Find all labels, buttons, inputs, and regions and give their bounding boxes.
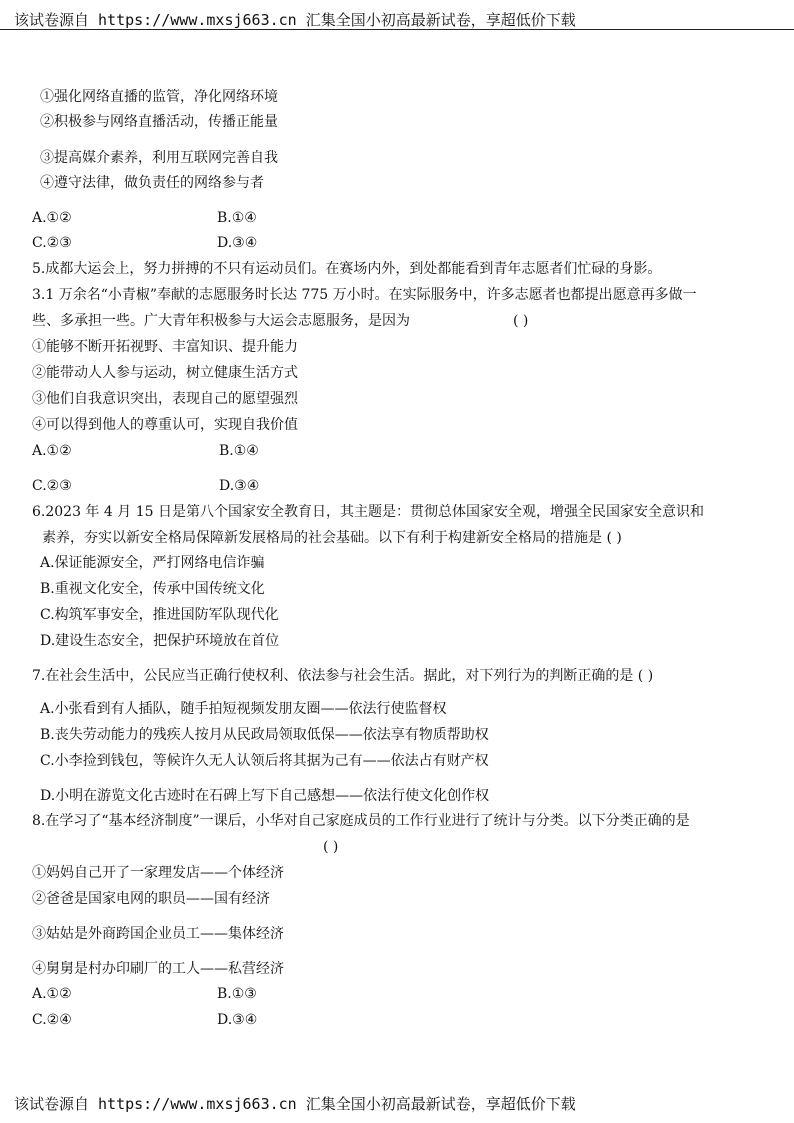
q5-answer-bracket: ( ) (513, 313, 529, 329)
q8-stem: 8.在学习了“基本经济制度”一课后，小华对自己家庭成员的工作行业进行了统计与分类。以下分类正确的是 (32, 813, 690, 829)
q5-option-d: D.③④ (219, 478, 260, 494)
q5-statement-4: ④可以得到他人的尊重认可，实现自我价值 (32, 417, 298, 433)
q8-answer-bracket: ( ) (323, 839, 339, 855)
q6-option-d: D.建设生态安全，把保护环境放在首位 (40, 633, 280, 649)
q4-option-a: A.①② (32, 210, 72, 226)
q4-statement-2: ②积极参与网络直播活动，传播正能量 (40, 114, 278, 130)
q5-statement-1: ①能够不断开拓视野、丰富知识、提升能力 (32, 339, 298, 355)
q5-stem-line-2: 3.1 万余名“小青椒”奉献的志愿服务时长达 775 万小时。在实际服务中，许多志愿者也都提出愿意再多做一 (32, 287, 697, 303)
q4-statement-4: ④遵守法律，做负责任的网络参与者 (40, 175, 264, 191)
q8-option-a: A.①② (32, 986, 72, 1002)
q5-statement-3: ③他们自我意识突出，表现自己的愿望强烈 (32, 391, 298, 407)
q8-option-d: D.③④ (217, 1012, 258, 1028)
header-divider (0, 29, 794, 30)
q8-option-c: C.②④ (32, 1012, 72, 1028)
q6-stem-line-2: 素养，夯实以新安全格局保障新发展格局的社会基础。以下有利于构建新安全格局的措施是 ( ) (42, 530, 622, 546)
q4-option-b: B.①④ (217, 210, 257, 226)
page-footer: 该试卷源自 https://www.mxsj663.cn 汇集全国小初高最新试卷，享超低价下载 (14, 1095, 576, 1113)
q4-option-d: D.③④ (217, 235, 258, 251)
q7-option-a: A.小张看到有人插队，随手拍短视频发朋友圈——依法行使监督权 (40, 701, 447, 717)
q8-statement-1: ①妈妈自己开了一家理发店——个体经济 (32, 865, 284, 881)
q5-statement-2: ②能带动人人参与运动，树立健康生活方式 (32, 365, 298, 381)
page-header: 该试卷源自 https://www.mxsj663.cn 汇集全国小初高最新试卷，享超低价下载 (14, 11, 576, 29)
q6-stem-line-1: 6.2023 年 4 月 15 日是第八个国家安全教育日，其主题是：贯彻总体国家安全观，增强全民国家安全意识和 (32, 504, 704, 520)
q4-statement-3: ③提高媒介素养，利用互联网完善自我 (40, 150, 278, 166)
q7-stem: 7.在社会生活中，公民应当正确行使权利、依法参与社会生活。据此，对下列行为的判断正确的是 ( ) (32, 668, 654, 684)
q4-option-c: C.②③ (32, 235, 72, 251)
q7-option-b: B.丧失劳动能力的残疾人按月从民政局领取低保——依法享有物质帮助权 (40, 727, 489, 743)
q8-statement-3: ③姑姑是外商跨国企业员工——集体经济 (32, 926, 284, 942)
q7-option-c: C.小李捡到钱包，等候许久无人认领后将其据为己有——依法占有财产权 (40, 753, 489, 769)
q6-option-a: A.保证能源安全，严打网络电信诈骗 (40, 555, 265, 571)
q5-stem-line-3: 些、多承担一些。广大青年积极参与大运会志愿服务，是因为 (32, 313, 410, 329)
q8-statement-4: ④舅舅是村办印刷厂的工人——私营经济 (32, 961, 284, 977)
q6-option-b: B.重视文化安全，传承中国传统文化 (40, 581, 265, 597)
q4-statement-1: ①强化网络直播的监管，净化网络环境 (40, 89, 278, 105)
q6-option-c: C.构筑军事安全，推进国防军队现代化 (40, 607, 279, 623)
q5-option-c: C.②③ (32, 478, 72, 494)
q5-option-b: B.①④ (219, 443, 259, 459)
q5-option-a: A.①② (32, 443, 72, 459)
q8-statement-2: ②爸爸是国家电网的职员——国有经济 (32, 891, 270, 907)
q8-option-b: B.①③ (217, 986, 257, 1002)
q5-stem-line-1: 5.成都大运会上，努力拼搏的不只有运动员们。在赛场内外，到处都能看到青年志愿者们忙碌的身影。 (32, 261, 662, 277)
q7-option-d: D.小明在游览文化古迹时在石碑上写下自己感想——依法行使文化创作权 (40, 788, 490, 804)
